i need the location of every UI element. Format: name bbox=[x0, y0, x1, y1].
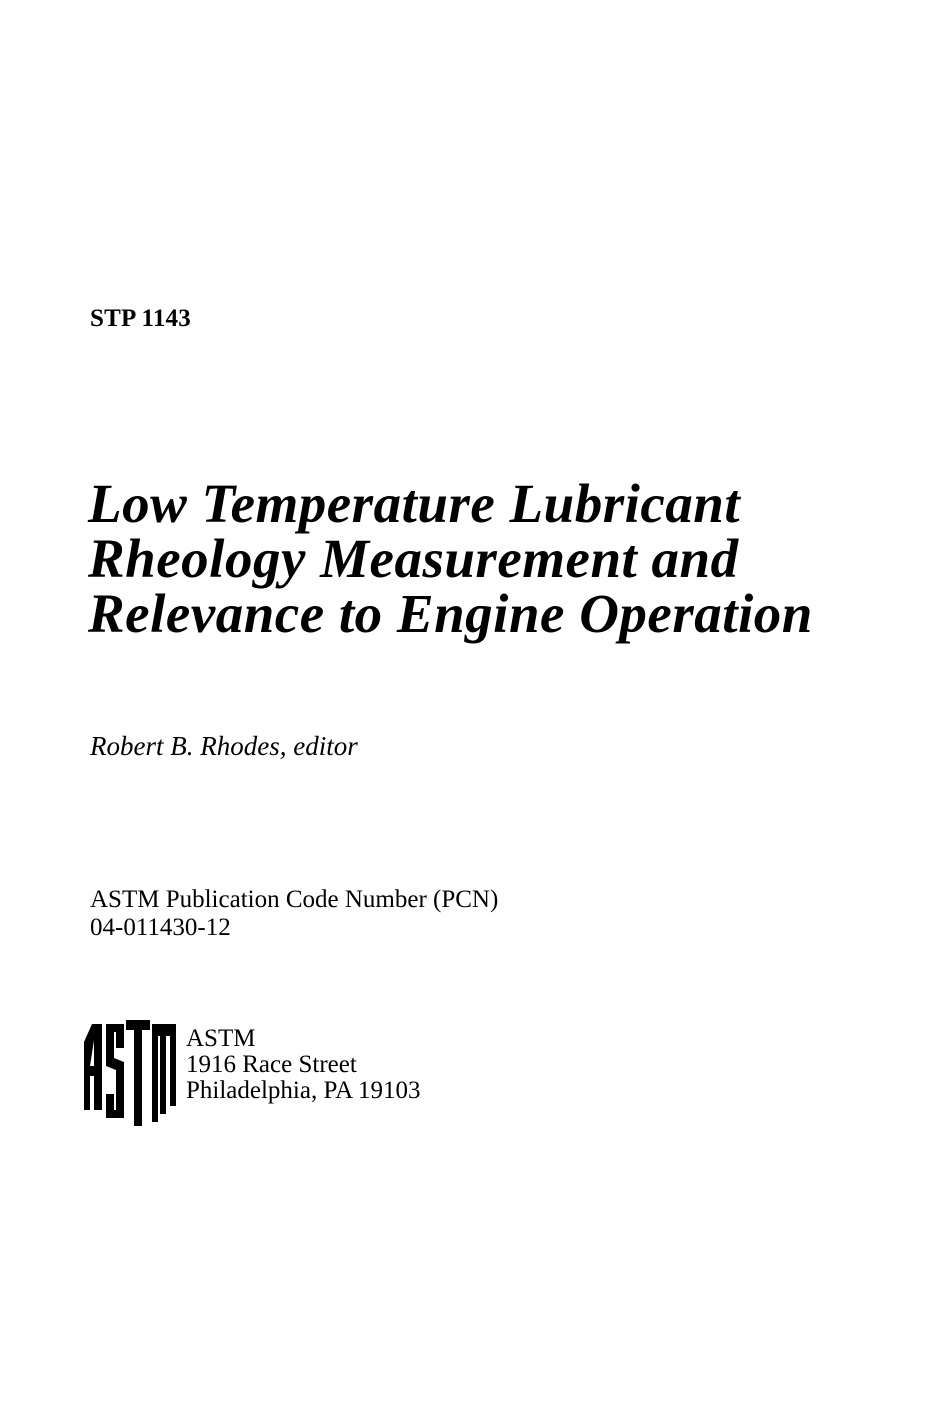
editor-credit: Robert B. Rhodes, editor bbox=[90, 731, 358, 761]
book-title bbox=[88, 473, 813, 644]
publisher-street: 1916 Race Street bbox=[186, 1051, 357, 1078]
publisher-name: ASTM bbox=[186, 1025, 256, 1052]
book-title-line-2: Rheology Measurement and bbox=[88, 528, 739, 589]
publisher-address bbox=[186, 1026, 421, 1104]
series-number: STP 1143 bbox=[90, 305, 191, 332]
publisher-city: Philadelphia, PA 19103 bbox=[186, 1077, 421, 1104]
astm-logo-icon bbox=[82, 1018, 178, 1130]
publication-code bbox=[90, 886, 498, 942]
publication-code-number: 04-011430-12 bbox=[90, 914, 231, 941]
book-title-line-1: Low Temperature Lubricant bbox=[88, 473, 741, 534]
publication-code-label: ASTM Publication Code Number (PCN) bbox=[90, 886, 499, 913]
book-title-line-3: Relevance to Engine Operation bbox=[88, 583, 813, 644]
